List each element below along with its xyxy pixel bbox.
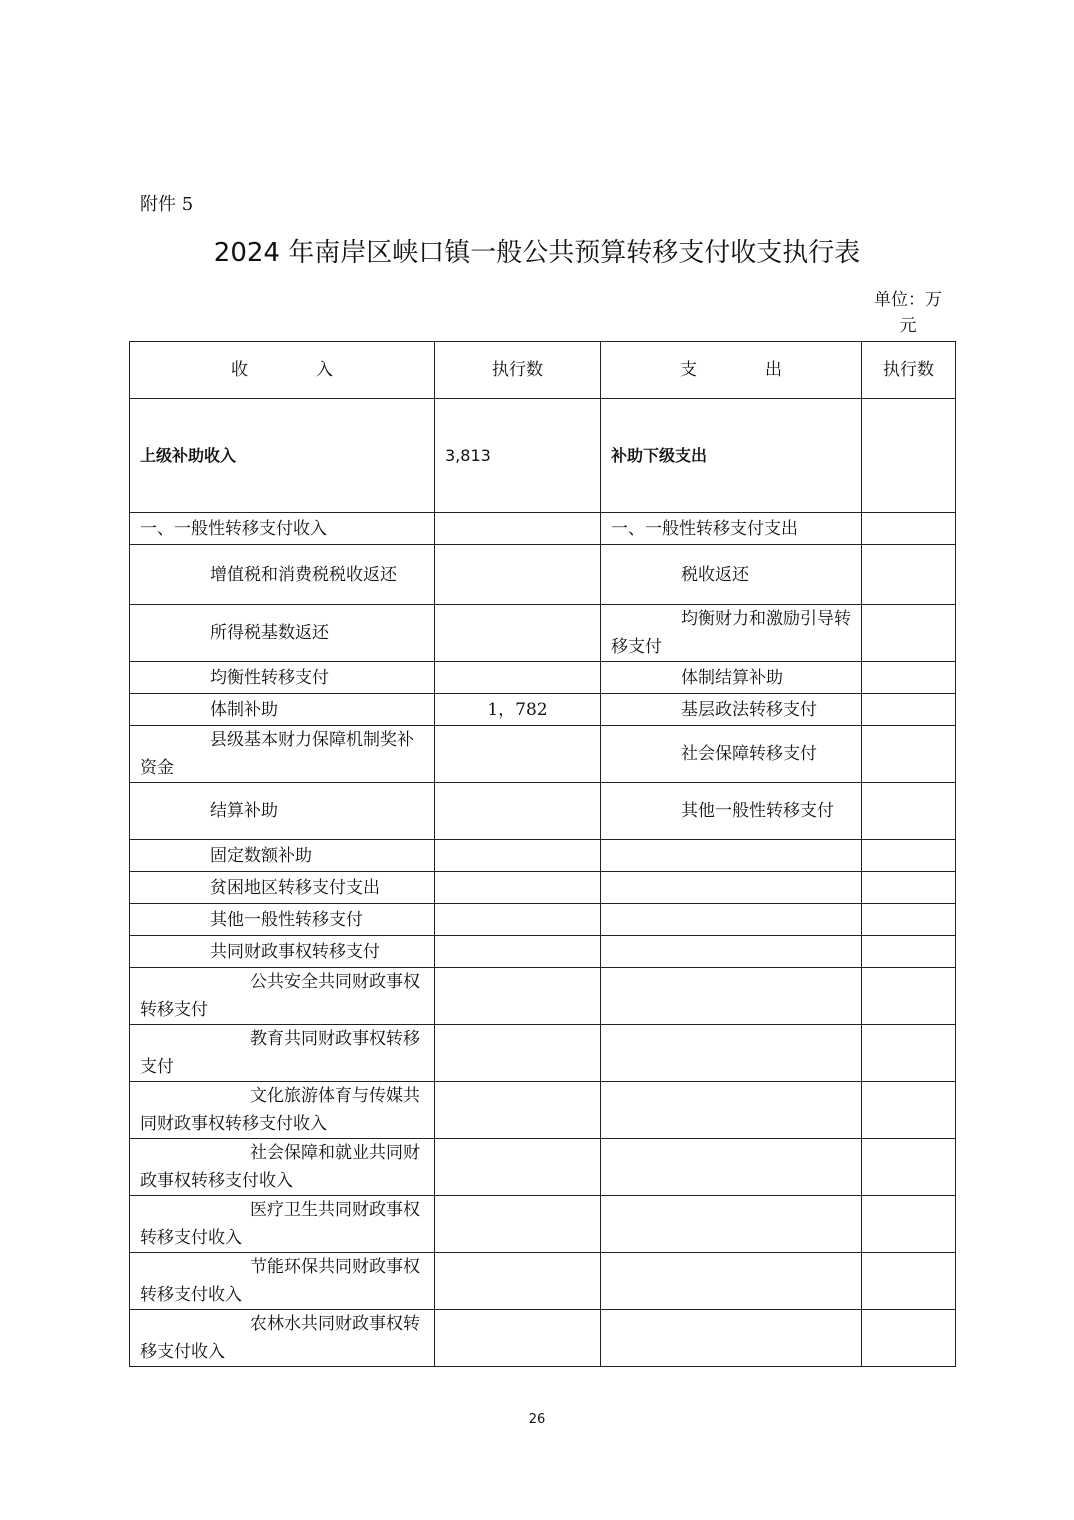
expense-amount-cell — [862, 936, 956, 968]
table-row — [130, 904, 956, 936]
table-row — [130, 605, 956, 662]
expense-cell: 补助下级支出 — [601, 399, 862, 513]
expense-cell — [601, 904, 862, 936]
table-row — [130, 513, 956, 545]
expense-amount-cell — [862, 605, 956, 662]
income-amount-cell — [435, 783, 601, 840]
income-amount-cell — [435, 872, 601, 904]
expense-cell — [601, 1025, 862, 1082]
income-cell: 节能环保共同财政事权转移支付收入 — [130, 1253, 435, 1310]
table-row — [130, 662, 956, 694]
table-row — [130, 1082, 956, 1139]
income-cell: 一、一般性转移支付收入 — [130, 513, 435, 545]
expense-amount-cell — [862, 904, 956, 936]
expense-cell — [601, 1139, 862, 1196]
income-cell: 医疗卫生共同财政事权转移支付收入 — [130, 1196, 435, 1253]
expense-cell: 其他一般性转移支付 — [601, 783, 862, 840]
income-cell: 上级补助收入 — [130, 399, 435, 513]
income-cell: 体制补助 — [130, 694, 435, 726]
income-amount-cell — [435, 1253, 601, 1310]
unit-label: 单位：万元 — [874, 290, 942, 336]
income-cell: 所得税基数返还 — [130, 605, 435, 662]
expense-cell — [601, 968, 862, 1025]
table-row — [130, 840, 956, 872]
expense-amount-cell — [862, 1196, 956, 1253]
income-amount-cell — [435, 1139, 601, 1196]
header-income: 收 入 — [130, 342, 435, 399]
expense-cell — [601, 1253, 862, 1310]
expense-amount-cell — [862, 1253, 956, 1310]
table-row — [130, 872, 956, 904]
expense-amount-cell — [862, 1310, 956, 1367]
expense-cell — [601, 840, 862, 872]
income-amount-cell — [435, 545, 601, 605]
expense-amount-cell — [862, 399, 956, 513]
table-row — [130, 399, 956, 513]
page-number: 26 — [528, 1412, 546, 1427]
expense-amount-cell — [862, 662, 956, 694]
expense-cell: 社会保障转移支付 — [601, 726, 862, 783]
header-expense-amount: 执行数 — [862, 342, 956, 399]
income-amount-cell — [435, 605, 601, 662]
income-cell: 贫困地区转移支付支出 — [130, 872, 435, 904]
table-row — [130, 1196, 956, 1253]
income-cell: 农林水共同财政事权转移支付收入 — [130, 1310, 435, 1367]
expense-cell: 体制结算补助 — [601, 662, 862, 694]
income-amount-cell — [435, 1196, 601, 1253]
income-amount-cell: 1，782 — [435, 694, 601, 726]
expense-amount-cell — [862, 840, 956, 872]
income-amount-cell — [435, 1310, 601, 1367]
income-amount-cell — [435, 840, 601, 872]
income-cell: 公共安全共同财政事权转移支付 — [130, 968, 435, 1025]
income-amount-cell — [435, 968, 601, 1025]
expense-amount-cell — [862, 1139, 956, 1196]
expense-cell — [601, 1196, 862, 1253]
income-amount-cell — [435, 936, 601, 968]
expense-amount-cell — [862, 872, 956, 904]
table-row — [130, 1139, 956, 1196]
income-cell: 社会保障和就业共同财政事权转移支付收入 — [130, 1139, 435, 1196]
income-amount-cell — [435, 726, 601, 783]
budget-table — [129, 341, 956, 1367]
table-header-row — [130, 342, 956, 399]
header-expense: 支 出 — [601, 342, 862, 399]
income-cell: 固定数额补助 — [130, 840, 435, 872]
expense-amount-cell — [862, 726, 956, 783]
expense-amount-cell — [862, 513, 956, 545]
table-row — [130, 545, 956, 605]
income-amount-cell — [435, 904, 601, 936]
income-cell: 文化旅游体育与传媒共同财政事权转移支付收入 — [130, 1082, 435, 1139]
income-amount-cell — [435, 662, 601, 694]
table-row — [130, 1025, 956, 1082]
expense-cell — [601, 872, 862, 904]
expense-amount-cell — [862, 694, 956, 726]
expense-amount-cell — [862, 1025, 956, 1082]
income-cell: 其他一般性转移支付 — [130, 904, 435, 936]
income-cell: 共同财政事权转移支付 — [130, 936, 435, 968]
expense-amount-cell — [862, 545, 956, 605]
expense-cell: 基层政法转移支付 — [601, 694, 862, 726]
table-row — [130, 1310, 956, 1367]
expense-cell: 均衡财力和激励引导转移支付 — [601, 605, 862, 662]
income-cell: 均衡性转移支付 — [130, 662, 435, 694]
income-cell: 县级基本财力保障机制奖补资金 — [130, 726, 435, 783]
expense-amount-cell — [862, 783, 956, 840]
income-cell: 增值税和消费税税收返还 — [130, 545, 435, 605]
table-row — [130, 783, 956, 840]
income-cell: 教育共同财政事权转移支付 — [130, 1025, 435, 1082]
income-cell: 结算补助 — [130, 783, 435, 840]
income-amount-cell — [435, 1025, 601, 1082]
expense-cell — [601, 1310, 862, 1367]
expense-cell — [601, 936, 862, 968]
table-row — [130, 694, 956, 726]
income-amount-cell: 3,813 — [435, 399, 601, 513]
table-row — [130, 726, 956, 783]
expense-cell: 一、一般性转移支付支出 — [601, 513, 862, 545]
table-row — [130, 968, 956, 1025]
expense-cell — [601, 1082, 862, 1139]
page-title: 2024 年南岸区峡口镇一般公共预算转移支付收支执行表 — [213, 238, 861, 268]
income-amount-cell — [435, 513, 601, 545]
table-row — [130, 1253, 956, 1310]
income-amount-cell — [435, 1082, 601, 1139]
expense-cell: 税收返还 — [601, 545, 862, 605]
attachment-label: 附件 5 — [140, 194, 194, 215]
expense-amount-cell — [862, 968, 956, 1025]
header-income-amount: 执行数 — [435, 342, 601, 399]
table-row — [130, 936, 956, 968]
expense-amount-cell — [862, 1082, 956, 1139]
